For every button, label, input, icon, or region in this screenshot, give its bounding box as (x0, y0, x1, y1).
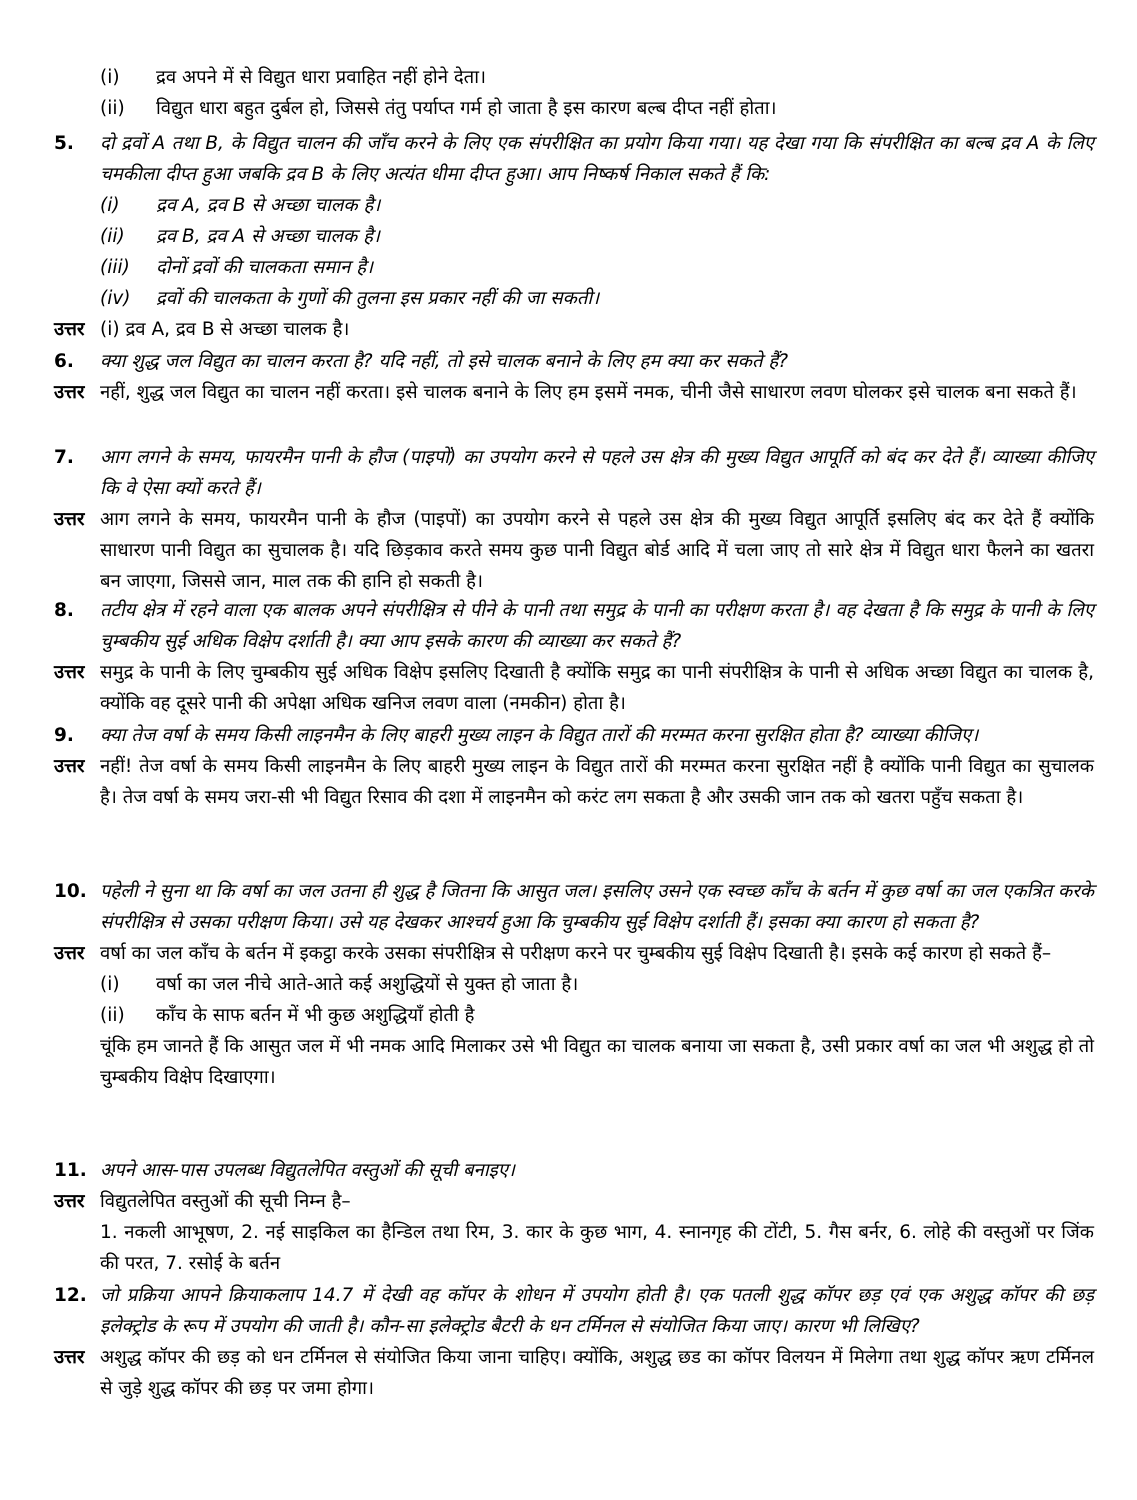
option-item: (ii) काँच के साफ बर्तन में भी कुछ अशुद्धियाँ होती है (100, 1005, 475, 1026)
answer: उत्तर आग लगने के समय, फायरमैन पानी के हौज (पाइपों) का उपयोग करने से पहले उस क्षेत्र की मुख्य विद्युत आपूर्ति इसलिए बंद कर देते हैं क्योंकि साधारण पानी विद्युत का सुचालक है। यदि छिड़काव करते समय कुछ पानी विद्युत बोर्ड आदि में चला जाए तो सारे क्षेत्र में विद्युत धारा फैलने का खतरा बन जाएगा, जिससे जान, माल तक की हानि हो सकती है। (54, 509, 1094, 592)
option-item: (ii) द्रव B, द्रव A से अच्छा चालक है। (100, 226, 380, 247)
answer: उत्तर नहीं! तेज वर्षा के समय किसी लाइनमैन के लिए बाहरी मुख्य लाइन के विद्युत तारों की मरम्मत करना सुरक्षित नहीं है क्योंकि पानी विद्युत का सुचालक है। तेज वर्षा के समय जरा-सी भी विद्युत रिसाव की दशा में लाइनमैन को करंट लग सकता है और उसकी जान तक को खतरा पहुँच सकता है। (54, 756, 1094, 808)
question-text: 5. दो द्रवों A तथा B, के विद्युत चालन की जाँच करने के लिए एक संपरीक्षित का प्रयोग किया गया। यह देखा गया कि संपरीक्षित का बल्ब द्रव A के लिए चमकीला दीप्त हुआ जबकि द्रव B के लिए अत्यंत धीमा दीप्त हुआ। आप निष्कर्ष निकाल सकते हैं कि: (54, 133, 1094, 185)
option-item: (i) द्रव A, द्रव B से अच्छा चालक है। (100, 195, 381, 216)
question-text: 6. क्या शुद्ध जल विद्युत का चालन करता है? यदि नहीं, तो इसे चालक बनाने के लिए हम क्या कर सकते हैं? (54, 351, 789, 372)
question-8 (54, 595, 1094, 719)
question-11 (54, 1155, 1094, 1279)
question-text: 8. तटीय क्षेत्र में रहने वाला एक बालक अपने संपरीक्षित्र से पीने के पानी तथा समुद्र के पानी का परीक्षण करता है। वह देखता है कि समुद्र के पानी के लिए चुम्बकीय सुई अधिक विक्षेप दर्शाती है। क्या आप इसके कारण की व्याख्या कर सकते हैं? (54, 600, 1094, 652)
question-text: 12. जो प्रक्रिया आपने क्रियाकलाप 14.7 में देखी वह कॉपर के शोधन में उपयोग होती है। एक पतली शुद्ध कॉपर छड़ एवं एक अशुद्ध कॉपर की छड़ इलेक्ट्रोड के रूप में उपयोग की जाती है। कौन-सा इलेक्ट्रोड बैटरी के धन टर्मिनल से संयोजित किया जाए। कारण भी लिखिए? (54, 1285, 1094, 1337)
option-item: (iv) द्रवों की चालकता के गुणों की तुलना इस प्रकार नहीं की जा सकती। (100, 288, 600, 309)
option-item: (iii) दोनों द्रवों की चालकता समान है। (100, 257, 374, 278)
question-5 (54, 128, 1094, 345)
question-text: 10. पहेली ने सुना था कि वर्षा का जल उतना ही शुद्ध है जितना कि आसुत जल। इसलिए उसने एक स्वच्छ काँच के बर्तन में कुछ वर्षा का जल एकत्रित करके संपरीक्षित्र से उसका परीक्षण किया। उसे यह देखकर आश्चर्य हुआ कि चुम्बकीय सुई विक्षेप दर्शाती हैं। इसका क्या कारण हो सकता है? (54, 881, 1094, 933)
option-item: (i) द्रव अपने में से विद्युत धारा प्रवाहित नहीं होने देता। (100, 67, 487, 88)
question-9 (54, 720, 1094, 813)
answer: उत्तर विद्युतलेपित वस्तुओं की सूची निम्न है– (54, 1191, 351, 1212)
question-text: 11. अपने आस-पास उपलब्ध विद्युतलेपित वस्तुओं की सूची बनाइए। (54, 1160, 515, 1181)
option-item: (i) वर्षा का जल नीचे आते-आते कई अशुद्धियों से युक्त हो जाता है। (100, 974, 579, 995)
option-item: (ii) विद्युत धारा बहुत दुर्बल हो, जिससे तंतु पर्याप्त गर्म हो जाता है इस कारण बल्ब दीप्त नहीं होता। (100, 98, 777, 119)
question-text: 9. क्या तेज वर्षा के समय किसी लाइनमैन के लिए बाहरी मुख्य लाइन के विद्युत तारों की मरम्मत करना सुरक्षित होता है? व्याख्या कीजिए। (54, 725, 979, 746)
question-7 (54, 442, 1094, 597)
question-10 (54, 876, 1094, 1093)
intro-options (54, 62, 1094, 124)
answer: उत्तर समुद्र के पानी के लिए चुम्बकीय सुई अधिक विक्षेप इसलिए दिखाती है क्योंकि समुद्र का पानी संपरीक्षित्र के पानी से अधिक अच्छा विद्युत का चालक है, क्योंकि वह दूसरे पानी की अपेक्षा अधिक खनिज लवण वाला (नमकीन) होता है। (54, 662, 1094, 714)
question-12 (54, 1280, 1094, 1404)
answer: उत्तर वर्षा का जल काँच के बर्तन में इकट्ठा करके उसका संपरीक्षित्र से परीक्षण करने पर चुम्बकीय सुई विक्षेप दिखाती है। इसके कई कारण हो सकते हैं– (54, 943, 1052, 964)
answer: उत्तर (i) द्रव A, द्रव B से अच्छा चालक है। (54, 319, 350, 340)
question-6 (54, 346, 1094, 408)
question-text: 7. आग लगने के समय, फायरमैन पानी के हौज (पाइपों) का उपयोग करने से पहले उस क्षेत्र की मुख्य विद्युत आपूर्ति को बंद कर देते हैं। व्याख्या कीजिए कि वे ऐसा क्यों करते हैं। (54, 447, 1094, 499)
electroplated-items-list: 1. नकली आभूषण, 2. नई साइकिल का हैन्डिल तथा रिम, 3. कार के कुछ भाग, 4. स्नानगृह की टोंटी, 5. गैस बर्नर, 6. लोहे की वस्तुओं पर जिंक की परत, 7. रसोई के बर्तन (100, 1222, 1094, 1274)
answer-conclusion: चूंकि हम जानते हैं कि आसुत जल में भी नमक आदि मिलाकर उसे भी विद्युत का चालक बनाया जा सकता है, उसी प्रकार वर्षा का जल भी अशुद्ध हो तो चुम्बकीय विक्षेप दिखाएगा। (100, 1036, 1094, 1088)
answer: उत्तर अशुद्ध कॉपर की छड़ को धन टर्मिनल से संयोजित किया जाना चाहिए। क्योंकि, अशुद्ध छड का कॉपर विलयन में मिलेगा तथा शुद्ध कॉपर ऋण टर्मिनल से जुड़े शुद्ध कॉपर की छड़ पर जमा होगा। (54, 1347, 1094, 1399)
answer: उत्तर नहीं, शुद्ध जल विद्युत का चालन नहीं करता। इसे चालक बनाने के लिए हम इसमें नमक, चीनी जैसे साधारण लवण घोलकर इसे चालक बना सकते हैं। (54, 382, 1077, 403)
